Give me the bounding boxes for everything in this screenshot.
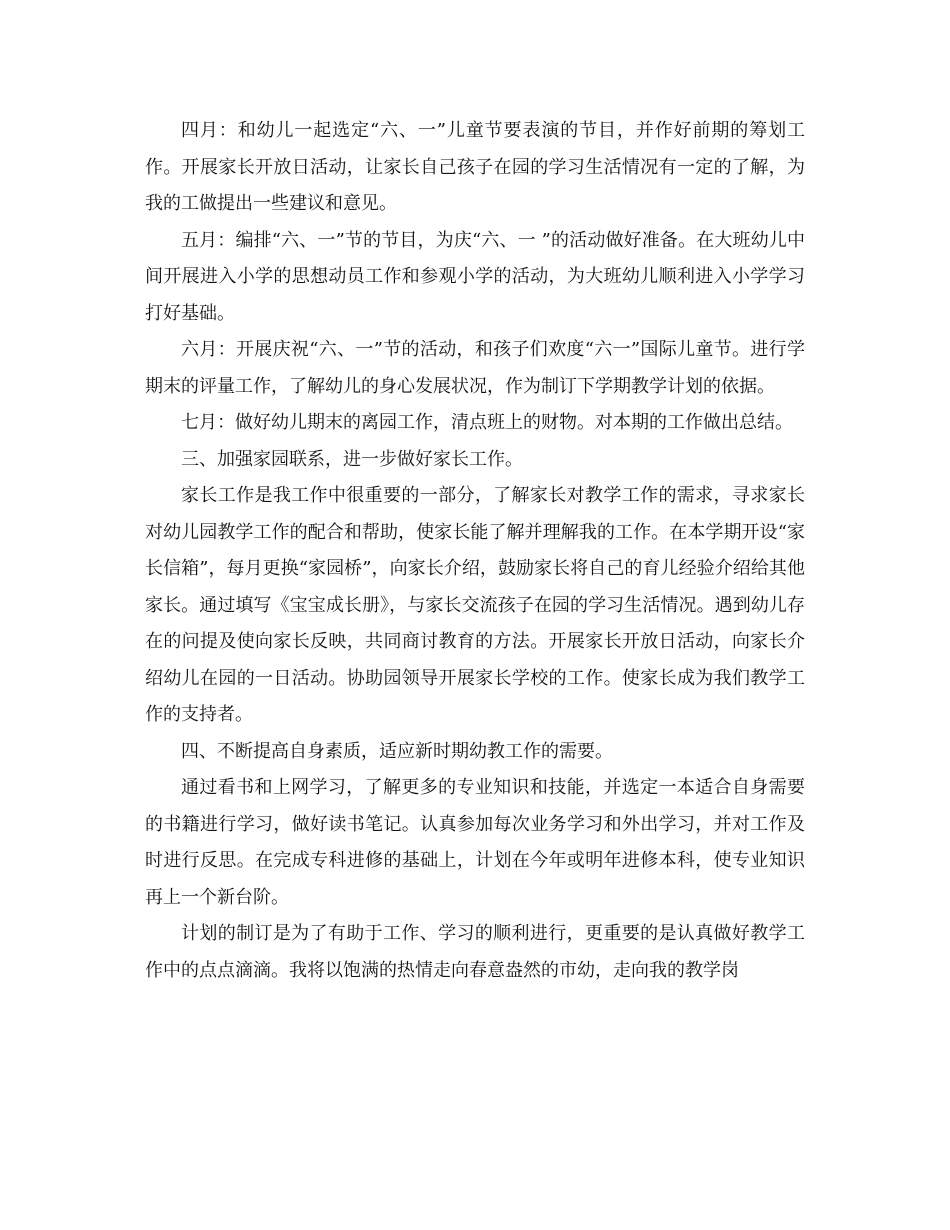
paragraph-july: 七月：做好幼儿期末的离园工作，清点班上的财物。对本期的工作做出总结。 <box>181 412 793 433</box>
paragraph-study: 通过看书和上网学习，了解更多的专业知识和技能，并选定一本适合自身需要的书籍进行学习，做好读书笔记。认真参加每次业务学习和外出学习，并对工作及时进行反思。在完成专科进修的基础上，计划在今年或明年进修本科，使专业知识再上一个新台阶。 <box>145 777 805 908</box>
section-heading-home-school: 三、加强家园联系，进一步做好家长工作。 <box>181 448 523 470</box>
paragraph-parent-work: 家长工作是我工作中很重要的一部分，了解家长对教学工作的需求，寻求家长对幼儿园教学工作的配合和帮助，使家长能了解并理解我的工作。在本学期开设“家长信箱”，每月更换“家园桥”，向家长介绍，鼓励家长将自己的育儿经验介绍给其他家长。通过填写《宝宝成长册》，与家长交流孩子在园的学习生活情况。遇到幼儿存在的问提及使向家长反映，共同商讨教育的方法。开展家长开放日活动，向家长介绍幼儿在园的一日活动。协助园领导开展家长学校的工作。使家长成为我们教学工作的支持者。 <box>145 485 805 725</box>
section-heading-self-improvement: 四、不断提高自身素质，适应新时期幼教工作的需要。 <box>181 740 613 762</box>
document-body <box>145 113 805 989</box>
paragraph-may: 五月：编排“六、一”节的节目，为庆“六、一 ”的活动做好准备。在大班幼儿中间开展进入小学的思想动员工作和参观小学的活动，为大班幼儿顺利进入小学学习打好基础。 <box>145 229 805 324</box>
paragraph-conclusion: 计划的制订是为了有助于工作、学习的顺利进行，更重要的是认真做好教学工作中的点点滴滴。我将以饱满的热情走向春意盎然的市幼，走向我的教学岗 <box>145 923 805 981</box>
paragraph-june: 六月：开展庆祝“六、一”节的活动，和孩子们欢度“六一”国际儿童节。进行学期末的评量工作，了解幼儿的身心发展状况，作为制订下学期教学计划的依据。 <box>145 339 805 397</box>
paragraph-april: 四月：和幼儿一起选定“六、一”儿童节要表演的节目，并作好前期的筹划工作。开展家长开放日活动，让家长自己孩子在园的学习生活情况有一定的了解，为我的工做提出一些建议和意见。 <box>145 120 805 214</box>
